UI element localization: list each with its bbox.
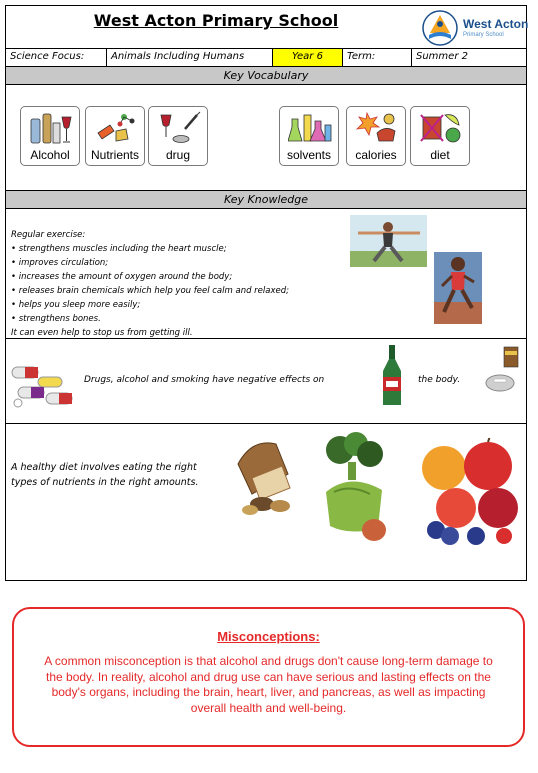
exercise-point: • strengthens bones. (11, 314, 101, 324)
nutrients-icon (94, 111, 138, 145)
vocab-word: Nutrients (90, 148, 140, 162)
vocab-card-solvents (279, 106, 339, 166)
key-vocabulary-heading: Key Vocabulary (6, 67, 526, 85)
vocab-word: diet (430, 148, 450, 162)
drugs-section (6, 339, 526, 424)
year-badge: Year 6 (273, 49, 343, 66)
school-title: West Acton Primary School (93, 11, 339, 30)
knowledge-organiser (5, 5, 527, 581)
diet-icon (419, 111, 463, 145)
vocab-word: Alcohol (30, 148, 70, 162)
science-focus-value: Animals Including Humans (107, 49, 273, 66)
vocab-card-diet (410, 106, 470, 166)
yoga-woman-image (350, 215, 427, 267)
drugs-text-end: the body. (418, 375, 461, 385)
logo-name: West Acton (463, 17, 529, 31)
fruit-image (416, 438, 524, 550)
term-value: Summer 2 (416, 51, 468, 62)
alcohol-icon (29, 111, 73, 145)
drug-icon (157, 111, 201, 145)
vocab-word: solvents (286, 148, 332, 162)
vegetables-image (320, 432, 392, 542)
school-logo (421, 9, 529, 47)
exercise-text (11, 228, 289, 340)
vocab-card-calories (346, 106, 406, 166)
cigarettes-image (484, 345, 524, 397)
diet-text: A healthy diet involves eating the right types of nutrients in the right amounts. (11, 462, 199, 488)
drugs-text: Drugs, alcohol and smoking have negative effects on (84, 375, 325, 385)
vocabulary-cards (6, 85, 526, 191)
vocab-word: drug (165, 148, 191, 162)
term-label: Term: (343, 49, 412, 66)
misconceptions-box (12, 607, 525, 747)
calories-icon (355, 111, 399, 145)
exercise-point: • releases brain chemicals which help you feel calm and relaxed; (11, 286, 289, 296)
misconceptions-title: Misconceptions: (217, 629, 320, 644)
pills-image (8, 359, 76, 411)
diet-section (6, 424, 526, 582)
solvents-icon (288, 111, 332, 145)
exercise-point: • helps you sleep more easily; (11, 300, 141, 310)
school-logo-icon (421, 9, 459, 47)
beer-bottle-image (380, 345, 404, 407)
vocab-card-nutrients (85, 106, 145, 166)
misconceptions-body: A common misconception is that alcohol and drugs don't cause long-term damage to the body. In reality, alcohol and drug use can have serious and lasting effects on the body's organs, including the brain, heart, liver, and pancreas, as well as impacting overall health and well-being. (44, 654, 493, 715)
exercise-point: • increases the amount of oxygen around the body; (11, 272, 233, 282)
exercise-point: • improves circulation; (11, 258, 109, 268)
logo-subtitle: Primary School (463, 32, 504, 38)
science-focus-label: Science Focus: (6, 49, 107, 66)
vocab-card-alcohol (20, 106, 80, 166)
exercise-section (6, 209, 526, 339)
info-row (6, 49, 526, 67)
exercise-intro: Regular exercise: (11, 230, 86, 240)
runner-image (434, 252, 482, 324)
exercise-outro: It can even help to stop us from getting ill. (11, 328, 193, 338)
vocab-card-drug (148, 106, 208, 166)
exercise-point: • strengthens muscles including the heart muscle; (11, 244, 227, 254)
key-knowledge-heading: Key Knowledge (6, 191, 526, 209)
bread-image (232, 434, 298, 516)
title-row (6, 6, 529, 49)
vocab-word: calories (355, 148, 397, 162)
